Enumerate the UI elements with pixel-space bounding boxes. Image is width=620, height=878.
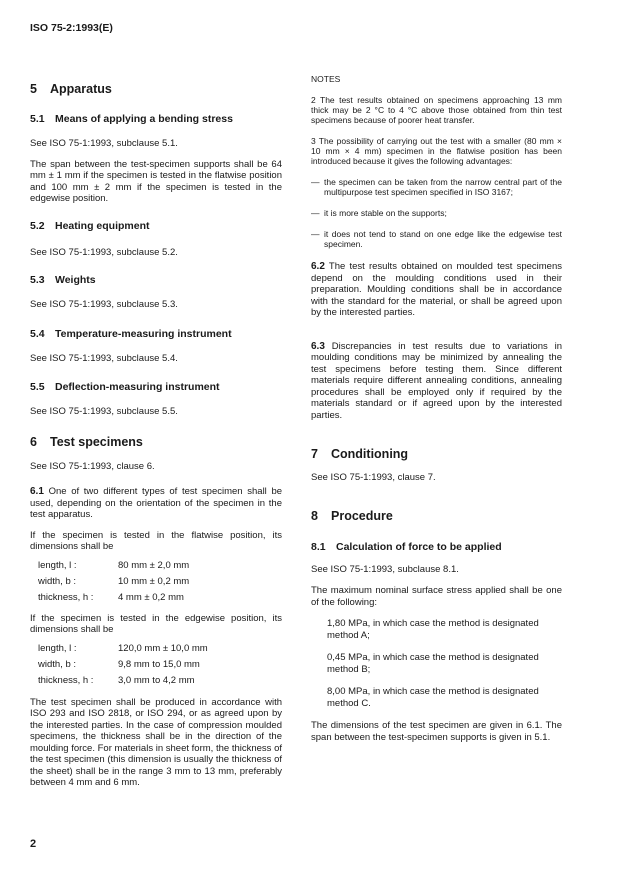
list-item-text: the specimen can be taken from the narrow central part of the multipurpose test specimen specified in ISO 3167; bbox=[324, 177, 562, 197]
section-8-1-intro: The maximum nominal surface stress applied shall be one of the following: bbox=[311, 585, 562, 608]
dimension-value: 120,0 mm ± 10,0 mm bbox=[118, 642, 208, 654]
section-6-1-paragraph bbox=[30, 486, 282, 521]
dimension-label: width, b : bbox=[38, 658, 77, 670]
section-5-4-reference: See ISO 75-1:1993, subclause 5.4. bbox=[30, 352, 178, 364]
note-2: 2 The test results obtained on specimens approaching 13 mm thick may be 2 °C to 4 °C above those obtained from thin test specimens because of poorer heat transfer. bbox=[311, 95, 562, 125]
section-title: Weights bbox=[55, 274, 96, 286]
section-5-3-reference: See ISO 75-1:1993, subclause 5.3. bbox=[30, 299, 178, 310]
section-title: Calculation of force to be applied bbox=[336, 540, 502, 553]
section-8-1-closing: The dimensions of the test specimen are given in 6.1. The span between the test-specimen supports is given in 5.1. bbox=[311, 720, 562, 743]
flatwise-dimensions bbox=[38, 558, 282, 606]
list-item bbox=[311, 229, 562, 249]
right-column bbox=[311, 74, 562, 743]
paragraph-text: The test results obtained on moulded test specimens depend on the moulding conditions used in their preparation. Moulding conditions shall be in accordance with the standard for the material, or shall be agreed upon by the interested parties. bbox=[311, 261, 562, 318]
section-5-4-heading bbox=[30, 328, 282, 341]
left-column bbox=[30, 74, 282, 789]
dimension-row bbox=[38, 558, 282, 574]
section-number: 6.3 bbox=[311, 340, 325, 352]
list-item bbox=[311, 177, 562, 197]
paragraph-text: Discrepancies in test results due to variations in moulding conditions may be minimized by annealing the test specimens before testing them. Since different materials require different annealing conditions, annealing procedures shall be employed only if required by the materials standard or if agreed upon by the interested parties. bbox=[311, 340, 563, 421]
edgewise-dimensions bbox=[38, 641, 282, 689]
dimension-value: 9,8 mm to 15,0 mm bbox=[118, 658, 200, 670]
section-number: 7 bbox=[311, 447, 318, 461]
list-item-text: it is more stable on the supports; bbox=[324, 208, 447, 218]
section-number: 5.4 bbox=[30, 327, 45, 340]
edgewise-intro: If the specimen is tested in the edgewise position, its dimensions shall be bbox=[30, 612, 282, 635]
dimension-label: length, l : bbox=[38, 642, 77, 654]
section-title: Apparatus bbox=[50, 82, 112, 96]
page-number: 2 bbox=[30, 838, 37, 850]
production-paragraph: The test specimen shall be produced in accordance with ISO 293 and ISO 2818, or ISO 294, or as agreed upon by the interested parties. In the case of compression moulded specimens, the thickness shall be in the direction of the moulding force. For materials in sheet form, the thickness of the test specimen (this dimension is usually the thickness of the sheet) shall be in the range 3 mm to 13 mm, preferably between 4 mm and 6 mm. bbox=[30, 696, 282, 788]
section-title: Deflection-measuring instrument bbox=[55, 381, 220, 393]
dimension-value: 10 mm ± 0,2 mm bbox=[118, 575, 190, 587]
section-5-5-heading bbox=[30, 381, 282, 394]
dimension-row bbox=[38, 657, 282, 673]
list-item-text: it does not tend to stand on one edge like the edgewise test specimen. bbox=[324, 229, 562, 249]
dimension-value: 80 mm ± 2,0 mm bbox=[118, 559, 190, 571]
method-a: 1,80 MPa, in which case the method is designated method A; bbox=[327, 618, 539, 641]
section-7-reference: See ISO 75-1:1993, clause 7. bbox=[311, 472, 436, 483]
dimension-row bbox=[38, 673, 282, 689]
section-6-3-paragraph bbox=[311, 341, 562, 422]
section-number: 6.1 bbox=[30, 486, 44, 497]
document-id: ISO 75-2:1993(E) bbox=[30, 22, 113, 34]
section-title: Procedure bbox=[331, 508, 393, 523]
section-number: 5 bbox=[30, 82, 37, 96]
section-number: 5.5 bbox=[30, 381, 45, 393]
method-b: 0,45 MPa, in which case the method is designated method B; bbox=[327, 652, 539, 675]
section-5-1-reference: See ISO 75-1:1993, subclause 5.1. bbox=[30, 138, 178, 149]
section-5-heading bbox=[30, 82, 282, 97]
flatwise-intro: If the specimen is tested in the flatwise position, its dimensions shall be bbox=[30, 529, 282, 552]
section-number: 6.2 bbox=[311, 261, 325, 272]
section-title: Test specimens bbox=[50, 434, 143, 449]
section-7-heading bbox=[311, 447, 562, 462]
section-5-1-heading bbox=[30, 113, 282, 126]
note-3: 3 The possibility of carrying out the test with a smaller (80 mm × 10 mm × 4 mm) specimen in the flatwise position has been introduced because it gives the following advantages: bbox=[311, 136, 562, 166]
list-item bbox=[311, 208, 562, 218]
section-8-1-heading bbox=[311, 541, 562, 554]
section-number: 8 bbox=[311, 508, 318, 523]
section-5-1-paragraph: The span between the test-specimen supports shall be 64 mm ± 1 mm if the specimen is tested in the flatwise position and 100 mm ± 2 mm if the specimen is tested in the edgewise position. bbox=[30, 158, 282, 204]
dimension-label: thickness, h : bbox=[38, 591, 94, 603]
note-3-list bbox=[311, 177, 562, 249]
dimension-label: width, b : bbox=[38, 575, 77, 587]
section-5-3-heading bbox=[30, 274, 282, 287]
method-c: 8,00 MPa, in which case the method is designated method C. bbox=[327, 686, 539, 709]
section-6-2-paragraph bbox=[311, 261, 562, 319]
section-8-heading bbox=[311, 509, 562, 524]
dimension-value: 4 mm ± 0,2 mm bbox=[118, 591, 184, 603]
dash-bullet: — bbox=[311, 177, 320, 187]
dimension-value: 3,0 mm to 4,2 mm bbox=[118, 674, 195, 686]
section-5-2-reference: See ISO 75-1:1993, subclause 5.2. bbox=[30, 246, 178, 258]
section-6-heading bbox=[30, 435, 282, 450]
notes-label: NOTES bbox=[311, 74, 341, 84]
section-title: Temperature-measuring instrument bbox=[55, 327, 232, 340]
section-title: Conditioning bbox=[331, 447, 409, 461]
paragraph-text: One of two different types of test specimen shall be used, depending on the orientation of the specimen in the test apparatus. bbox=[30, 486, 283, 520]
section-number: 5.3 bbox=[30, 274, 45, 286]
section-title: Heating equipment bbox=[55, 219, 150, 232]
dimension-row bbox=[38, 641, 282, 657]
section-8-1-reference: See ISO 75-1:1993, subclause 8.1. bbox=[311, 563, 459, 575]
dimension-row bbox=[38, 574, 282, 590]
dash-bullet: — bbox=[311, 229, 320, 239]
section-number: 5.1 bbox=[30, 113, 45, 125]
dimension-label: length, l : bbox=[38, 559, 77, 571]
section-number: 6 bbox=[30, 434, 37, 449]
section-number: 5.2 bbox=[30, 219, 45, 232]
section-5-2-heading bbox=[30, 220, 282, 233]
section-5-5-reference: See ISO 75-1:1993, subclause 5.5. bbox=[30, 406, 178, 417]
dash-bullet: — bbox=[311, 208, 320, 218]
dimension-row bbox=[38, 590, 282, 606]
section-number: 8.1 bbox=[311, 540, 326, 553]
section-title: Means of applying a bending stress bbox=[55, 113, 233, 125]
dimension-label: thickness, h : bbox=[38, 674, 94, 686]
section-6-reference: See ISO 75-1:1993, clause 6. bbox=[30, 460, 155, 472]
